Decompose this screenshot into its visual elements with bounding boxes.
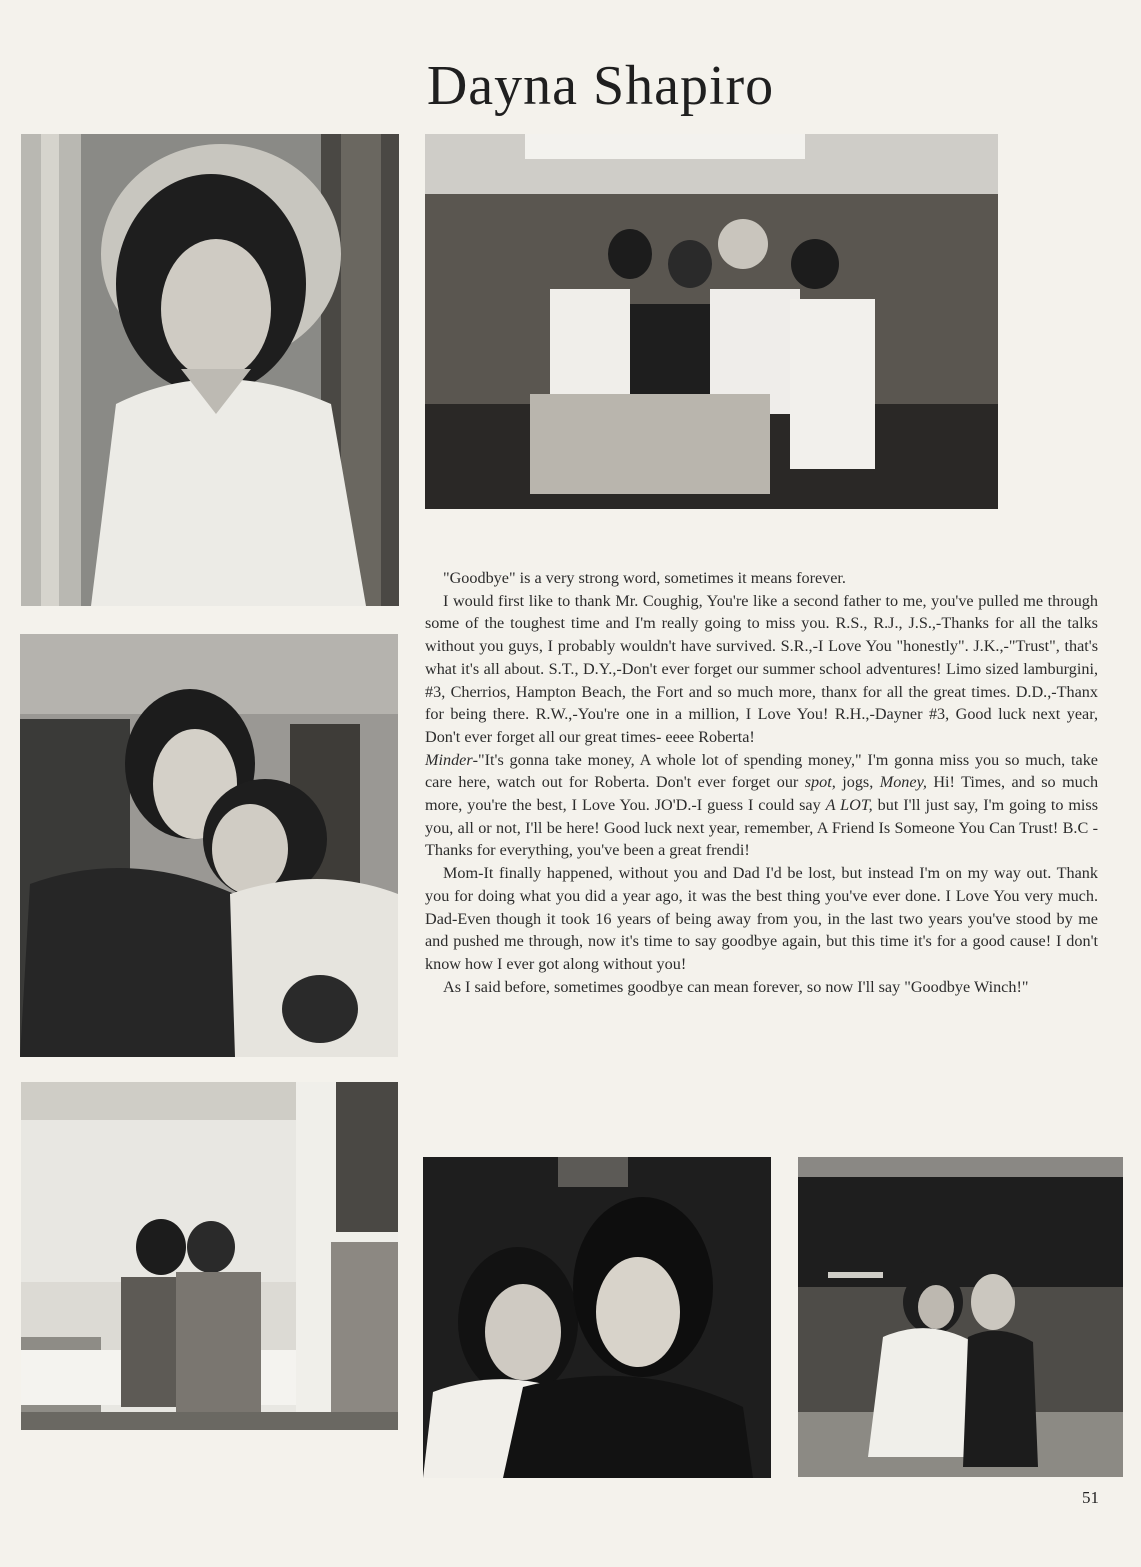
couple-window-photo: [21, 1082, 398, 1430]
page-number: 51: [1082, 1488, 1099, 1507]
body-italic-money: Money,: [879, 773, 927, 792]
body-italic-alot: A LOT,: [825, 796, 873, 815]
body-paragraph-1: "Goodbye" is a very strong word, sometimes it means forever.: [443, 569, 846, 587]
portrait-photo: [21, 134, 399, 606]
body-italic-minder: Minder: [425, 750, 473, 769]
body-paragraph-3: Mom-It finally happened, without you and Dad I'd be lost, but instead I'm on my way out. Thank you for doing what you did a year ago, it was the best thing you've ever done. I Love You very much. Dad-Even though it took 16 years of being away from you, in the last two years you've stood by me and pushed me through, now it's time to say goodbye again, but this time it's for a good cause! I don't know how I ever got along without you!: [425, 864, 1098, 973]
body-text: [425, 567, 1098, 998]
body-paragraph-4: As I said before, sometimes goodbye can mean forever, so now I'll say "Goodbye Winch!": [443, 977, 1029, 996]
body-italic-spot: spot,: [804, 773, 836, 792]
group-photo: [425, 134, 998, 509]
friends-hug-photo: [20, 634, 398, 1057]
night-friends-photo: [423, 1157, 771, 1478]
page-title: Dayna Shapiro: [426, 55, 775, 117]
body-paragraph-2: I would first like to thank Mr. Coughig, You're like a second father to me, you've pulled me through some of the toughest time and I'm really going to miss you. R.S., R.J., J.S.,-Thanks for all the talks without you guys, I probably wouldn't have survived. S.R.,-I Love You "honestly". J.K.,-"Trust", that's what it's all about. S.T., D.Y.,-Don't ever forget our summer school adventures! Limo sized lamburgini, #3, Cherrios, Hampton Beach, the Fort and so much more, thanx for all the great times. D.D.,-Thanx for being there. R.W.,-You're one in a million, I Love You! R.H.,-Dayner #3, Good luck next year, Don't ever forget all our great times- eeee Roberta! Minder-"It's gonna take money, A whole lot of spending money," I'm gonna miss you so much, take care here, watch out for Roberta. Don't ever forget our spot, jogs, Money, Hi! Times, and so much more, you're the best, I Love You. JO'D.-I guess I could say A LOT, but I'll just say, I'm going to miss you, all or not, I'll be here! Good luck next year, remember, A Friend Is Someone You Can Trust! B.C - Thanks for everything, you've been a great frendi!: [425, 591, 1099, 860]
outdoor-friends-photo: [798, 1157, 1123, 1477]
